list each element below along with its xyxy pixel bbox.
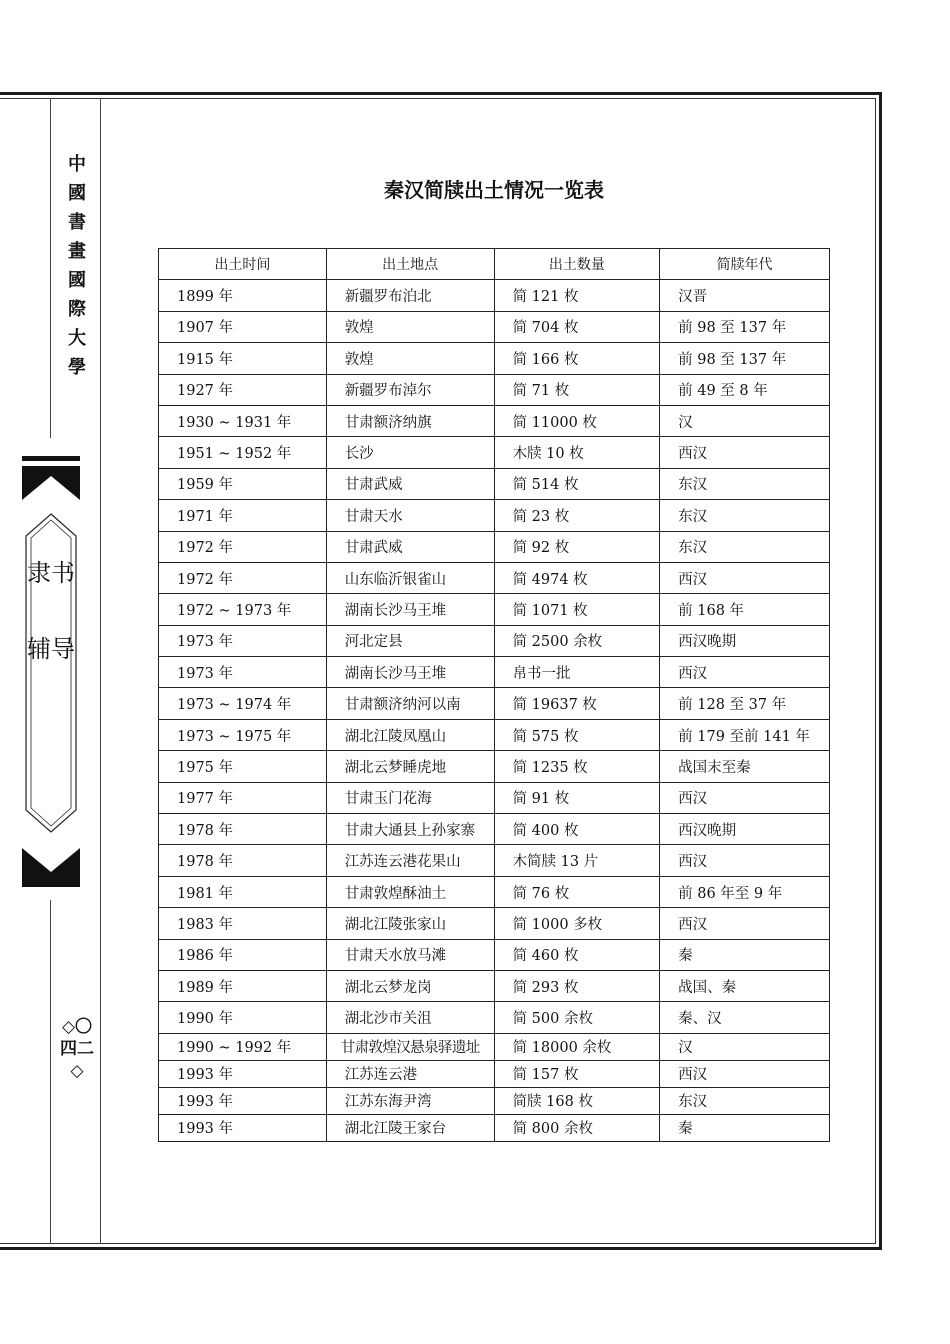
cell-era: 秦 <box>660 1114 830 1141</box>
university-name: 中國書畫國際大學 <box>68 154 86 378</box>
cell-time: 1983 年 <box>159 908 327 939</box>
cell-quantity: 简 460 枚 <box>494 939 660 970</box>
table-row <box>159 311 830 342</box>
cell-time: 1978 年 <box>159 845 327 876</box>
table-row <box>159 594 830 625</box>
table-row <box>159 562 830 593</box>
cell-location: 甘肃天水放马滩 <box>326 939 494 970</box>
cell-time: 1973 ~ 1974 年 <box>159 688 327 719</box>
cell-time: 1930 ~ 1931 年 <box>159 405 327 436</box>
cell-quantity: 简 19637 枚 <box>494 688 660 719</box>
cell-era: 西汉 <box>660 908 830 939</box>
cell-location: 新疆罗布淖尔 <box>326 374 494 405</box>
table-row <box>159 405 830 436</box>
cell-era: 西汉 <box>660 782 830 813</box>
cell-time: 1975 年 <box>159 751 327 782</box>
table-row <box>159 908 830 939</box>
cell-quantity: 简 11000 枚 <box>494 405 660 436</box>
cell-quantity: 简 76 枚 <box>494 876 660 907</box>
sidebar-line-right <box>100 98 101 1244</box>
cell-time: 1989 年 <box>159 970 327 1001</box>
cell-quantity: 简 92 枚 <box>494 531 660 562</box>
table-row <box>159 625 830 656</box>
cell-era: 东汉 <box>660 1087 830 1114</box>
cell-era: 战国、秦 <box>660 970 830 1001</box>
cell-quantity: 简 157 枚 <box>494 1060 660 1087</box>
table-row <box>159 845 830 876</box>
cell-quantity: 简 800 余枚 <box>494 1114 660 1141</box>
cell-location: 湖南长沙马王堆 <box>326 657 494 688</box>
table-row <box>159 970 830 1001</box>
table-row <box>159 1114 830 1141</box>
table-row <box>159 374 830 405</box>
excavation-table <box>158 248 830 1142</box>
table-row <box>159 280 830 311</box>
cell-location: 甘肃额济纳河以南 <box>326 688 494 719</box>
cell-time: 1971 年 <box>159 500 327 531</box>
cell-time: 1927 年 <box>159 374 327 405</box>
cell-time: 1951 ~ 1952 年 <box>159 437 327 468</box>
cell-location: 湖北江陵张家山 <box>326 908 494 939</box>
cell-quantity: 简 293 枚 <box>494 970 660 1001</box>
cell-quantity: 简 4974 枚 <box>494 562 660 593</box>
subject-title: 隶书辅导 <box>27 559 75 663</box>
page-number: ◇〇四二◇ <box>60 1017 94 1081</box>
cell-quantity: 简 71 枚 <box>494 374 660 405</box>
cell-time: 1986 年 <box>159 939 327 970</box>
cell-location: 敦煌 <box>326 311 494 342</box>
cell-time: 1907 年 <box>159 311 327 342</box>
cell-location: 湖北江陵王家台 <box>326 1114 494 1141</box>
cell-quantity: 简 500 余枚 <box>494 1002 660 1033</box>
cell-time: 1978 年 <box>159 814 327 845</box>
cell-location: 湖北云梦龙岗 <box>326 970 494 1001</box>
cell-era: 汉 <box>660 405 830 436</box>
header-era: 简牍年代 <box>660 249 830 280</box>
cell-era: 东汉 <box>660 531 830 562</box>
cell-era: 东汉 <box>660 500 830 531</box>
cell-era: 西汉 <box>660 1060 830 1087</box>
cell-time: 1977 年 <box>159 782 327 813</box>
sidebar-line-left <box>50 98 51 438</box>
cell-quantity: 简 400 枚 <box>494 814 660 845</box>
cell-quantity: 简 1071 枚 <box>494 594 660 625</box>
table-row <box>159 1002 830 1033</box>
cell-location: 长沙 <box>326 437 494 468</box>
cell-location: 甘肃敦煌酥油土 <box>326 876 494 907</box>
emblem-bar-bottom <box>22 882 80 887</box>
cell-quantity: 简 2500 余枚 <box>494 625 660 656</box>
cell-era: 战国末至秦 <box>660 751 830 782</box>
cell-location: 甘肃天水 <box>326 500 494 531</box>
table-row <box>159 1060 830 1087</box>
cell-era: 西汉晚期 <box>660 814 830 845</box>
cell-era: 汉晋 <box>660 280 830 311</box>
cell-quantity: 简 91 枚 <box>494 782 660 813</box>
table-row <box>159 939 830 970</box>
cell-quantity: 木简牍 13 片 <box>494 845 660 876</box>
table-row <box>159 343 830 374</box>
cell-quantity: 简 1235 枚 <box>494 751 660 782</box>
table-row <box>159 468 830 499</box>
cell-era: 前 86 年至 9 年 <box>660 876 830 907</box>
emblem-bar-top <box>22 456 80 461</box>
cell-time: 1899 年 <box>159 280 327 311</box>
cell-era: 前 128 至 37 年 <box>660 688 830 719</box>
table-row <box>159 751 830 782</box>
cell-quantity: 简 1000 多枚 <box>494 908 660 939</box>
cell-location: 甘肃大通县上孙家寨 <box>326 814 494 845</box>
cell-quantity: 简 121 枚 <box>494 280 660 311</box>
cell-location: 江苏连云港花果山 <box>326 845 494 876</box>
cell-time: 1981 年 <box>159 876 327 907</box>
table-row <box>159 1087 830 1114</box>
emblem-chevron-bottom-icon <box>22 834 80 882</box>
cell-time: 1993 年 <box>159 1060 327 1087</box>
cell-quantity: 简 166 枚 <box>494 343 660 374</box>
cell-era: 前 179 至前 141 年 <box>660 719 830 750</box>
cell-quantity: 简牍 168 枚 <box>494 1087 660 1114</box>
cell-era: 前 49 至 8 年 <box>660 374 830 405</box>
cell-time: 1973 ~ 1975 年 <box>159 719 327 750</box>
header-quantity: 出土数量 <box>494 249 660 280</box>
cell-location: 甘肃额济纳旗 <box>326 405 494 436</box>
emblem-chevron-top-icon <box>22 466 80 514</box>
cell-quantity: 简 514 枚 <box>494 468 660 499</box>
table-row <box>159 437 830 468</box>
cell-quantity: 简 575 枚 <box>494 719 660 750</box>
cell-time: 1973 年 <box>159 657 327 688</box>
header-location: 出土地点 <box>326 249 494 280</box>
cell-era: 西汉晚期 <box>660 625 830 656</box>
cell-time: 1973 年 <box>159 625 327 656</box>
cell-location: 甘肃敦煌汉悬泉驿遗址 <box>326 1033 494 1060</box>
cell-location: 山东临沂银雀山 <box>326 562 494 593</box>
cell-location: 江苏东海尹湾 <box>326 1087 494 1114</box>
document-title: 秦汉简牍出土情况一览表 <box>384 178 604 202</box>
table-row <box>159 719 830 750</box>
table-row <box>159 531 830 562</box>
header-time: 出土时间 <box>159 249 327 280</box>
table-row <box>159 688 830 719</box>
table-row <box>159 1033 830 1060</box>
cell-location: 甘肃玉门花海 <box>326 782 494 813</box>
cell-era: 西汉 <box>660 657 830 688</box>
cell-time: 1990 ~ 1992 年 <box>159 1033 327 1060</box>
cell-quantity: 简 18000 余枚 <box>494 1033 660 1060</box>
cell-location: 甘肃武威 <box>326 531 494 562</box>
cell-time: 1972 年 <box>159 531 327 562</box>
cell-time: 1993 年 <box>159 1087 327 1114</box>
cell-location: 甘肃武威 <box>326 468 494 499</box>
cell-location: 湖南长沙马王堆 <box>326 594 494 625</box>
cell-era: 前 168 年 <box>660 594 830 625</box>
cell-time: 1972 年 <box>159 562 327 593</box>
cell-time: 1915 年 <box>159 343 327 374</box>
cell-era: 秦 <box>660 939 830 970</box>
table-body <box>159 280 830 1141</box>
cell-quantity: 帛书一批 <box>494 657 660 688</box>
cell-time: 1993 年 <box>159 1114 327 1141</box>
cell-era: 汉 <box>660 1033 830 1060</box>
table-row <box>159 657 830 688</box>
cell-location: 江苏连云港 <box>326 1060 494 1087</box>
table-row <box>159 500 830 531</box>
cell-time: 1990 年 <box>159 1002 327 1033</box>
cell-era: 西汉 <box>660 437 830 468</box>
cell-era: 东汉 <box>660 468 830 499</box>
cell-quantity: 木牍 10 枚 <box>494 437 660 468</box>
cell-location: 湖北江陵凤凰山 <box>326 719 494 750</box>
cell-location: 湖北沙市关沮 <box>326 1002 494 1033</box>
cell-quantity: 简 23 枚 <box>494 500 660 531</box>
table-header-row <box>159 249 830 280</box>
cell-location: 新疆罗布泊北 <box>326 280 494 311</box>
cell-quantity: 简 704 枚 <box>494 311 660 342</box>
cell-era: 西汉 <box>660 845 830 876</box>
cell-era: 西汉 <box>660 562 830 593</box>
cell-time: 1972 ~ 1973 年 <box>159 594 327 625</box>
table-row <box>159 782 830 813</box>
cell-time: 1959 年 <box>159 468 327 499</box>
cell-era: 前 98 至 137 年 <box>660 343 830 374</box>
cell-era: 前 98 至 137 年 <box>660 311 830 342</box>
table-row <box>159 814 830 845</box>
table-row <box>159 876 830 907</box>
cell-location: 河北定县 <box>326 625 494 656</box>
sidebar-line-left-lower <box>50 900 51 1244</box>
cell-location: 敦煌 <box>326 343 494 374</box>
cell-era: 秦、汉 <box>660 1002 830 1033</box>
cell-location: 湖北云梦睡虎地 <box>326 751 494 782</box>
